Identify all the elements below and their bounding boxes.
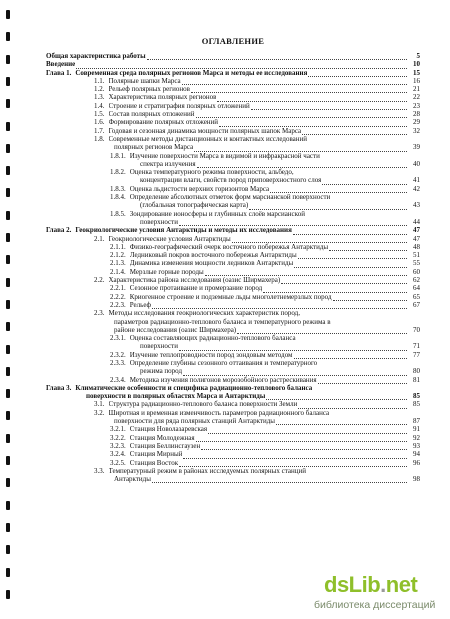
toc-entry [46, 251, 420, 259]
toc-entry-number: 1.8.5. [110, 209, 126, 218]
toc-leader-dots [294, 261, 407, 268]
binding-hole [6, 99, 10, 108]
toc-entry [46, 77, 420, 85]
toc-leader-dots [196, 111, 407, 118]
binding-hole [6, 411, 10, 420]
binding-hole [6, 367, 10, 376]
toc-entry [46, 152, 420, 160]
toc-entry-title: Характеристика полярных регионов [108, 93, 217, 102]
toc-entry-title: Геокриологические условия Антарктиды и методы их исследования [75, 226, 292, 235]
dslib-watermark [310, 572, 450, 616]
binding-hole [6, 233, 10, 242]
toc-leader-dots [179, 344, 407, 351]
toc-leader-dots [322, 178, 407, 185]
toc-entry [46, 367, 420, 375]
toc-leader-dots [183, 452, 407, 459]
toc-leader-dots [270, 186, 407, 193]
toc-entry-title: Строение и стратиграфия полярных отложений [108, 101, 250, 110]
toc-leader-dots [147, 53, 407, 60]
toc-entry [46, 359, 420, 367]
toc-entry [46, 384, 420, 392]
toc-entry-title: поверхности в полярных областях Марса и Антарктиды [86, 392, 266, 401]
toc-entry [46, 143, 420, 151]
toc-entry-page: 51 [413, 251, 420, 260]
toc-entry-page: 62 [413, 276, 420, 285]
toc-entry [46, 293, 420, 301]
toc-entry-page: 10 [413, 60, 420, 69]
toc-entry [46, 127, 420, 135]
toc-leader-dots [201, 443, 407, 450]
toc-entry-page: 44 [413, 217, 420, 226]
toc-entry [46, 409, 420, 417]
toc-leader-dots [219, 120, 407, 127]
document-page [46, 36, 420, 483]
toc-entry-number: 3.2. [94, 408, 105, 417]
toc-entry-title: поверхности для ряда полярных станций Антарктиды [114, 417, 275, 426]
toc-leader-dots [281, 277, 407, 284]
toc-entry [46, 93, 420, 101]
toc-entry-number: 2.2.2. [110, 292, 126, 301]
toc-leader-dots [318, 361, 407, 367]
binding-hole [6, 322, 10, 331]
toc-leader-dots [298, 402, 407, 409]
toc-entry-page: 43 [413, 201, 420, 210]
toc-entry [46, 268, 420, 276]
toc-entry-title: Рельеф полярных регионов [108, 85, 190, 94]
toc-entry [46, 193, 420, 201]
toc-entry-page: 81 [413, 375, 420, 384]
toc-entry-number: 2.3.3. [110, 358, 126, 367]
toc-entry [46, 326, 420, 334]
toc-entry-number: 2.1. [94, 234, 105, 243]
toc-entry [46, 351, 420, 359]
toc-entry-number: 1.8.1. [110, 151, 126, 160]
toc-entry-number: 1.8.2. [110, 168, 126, 177]
binding-hole [6, 389, 10, 398]
binding-hole [6, 255, 10, 264]
toc-entry-title: Физико-географический очерк восточного побережья Антарктиды [129, 242, 329, 251]
toc-leader-dots [76, 62, 407, 69]
toc-entry-page: 47 [413, 226, 420, 235]
toc-entry [46, 425, 420, 433]
toc-entry-page: 93 [413, 441, 420, 450]
toc-leader-dots [191, 86, 407, 93]
watermark-logo-tld: net [385, 572, 418, 597]
toc-entry [46, 309, 420, 317]
binding-hole [6, 166, 10, 175]
toc-entry [46, 110, 420, 118]
toc-entry-title: Изучение поверхности Марса в видимой и инфракрасной части [129, 151, 320, 160]
toc-entry-number: 2.1.3. [110, 259, 126, 268]
toc-leader-dots [205, 269, 407, 276]
toc-entry-title: Изучение теплопроводности пород зондовым методом [129, 350, 293, 359]
toc-entry-title: Полярные шапки Марса [108, 76, 181, 85]
toc-entry-title: Станция Новолазаревская [129, 425, 208, 434]
toc-leader-dots [179, 460, 407, 467]
toc-entry-title: поверхности [140, 342, 178, 351]
toc-entry-page: 41 [413, 176, 420, 185]
toc-leader-dots [321, 154, 407, 160]
toc-entry-page: 39 [413, 143, 420, 152]
toc-entry-title: полярных регионов Марса [114, 143, 194, 152]
toc-entry-page: 28 [413, 110, 420, 119]
toc-entry-title: Оценка составляющих радиационно-теплового баланса [129, 334, 296, 343]
toc-entry-number: 3.2.4. [110, 450, 126, 459]
toc-entry-number: 2.2.1. [110, 284, 126, 293]
binding-hole [6, 300, 10, 309]
toc-entry-page: 77 [413, 350, 420, 359]
toc-entry-number: 1.8. [94, 134, 105, 143]
toc-entry-title: Антарктиды [114, 475, 151, 484]
toc-entry-page: 32 [413, 126, 420, 135]
toc-leader-dots [182, 78, 407, 85]
toc-leader-dots [329, 244, 407, 251]
toc-entry [46, 235, 420, 243]
toc-entry [46, 459, 420, 467]
toc-entry-number: Глава 3. [46, 383, 72, 392]
toc-entry-number: 3.2.2. [110, 433, 126, 442]
toc-entry-page: 60 [413, 267, 420, 276]
toc-leader-dots [331, 195, 407, 201]
toc-entry-number: 1.8.4. [110, 193, 126, 202]
toc-entry-page: 5 [416, 52, 420, 60]
toc-entry-number: Глава 2. [46, 226, 72, 235]
toc-entry-page: 55 [413, 259, 420, 268]
toc-entry [46, 417, 420, 425]
toc-leader-dots [263, 286, 407, 293]
toc-entry-title: Широтная и временная изменчивость параметров радиационного баланса [108, 408, 330, 417]
toc-entry [46, 135, 420, 143]
toc-entry-page: 71 [413, 342, 420, 351]
binding-hole [6, 478, 10, 487]
toc-entry [46, 376, 420, 384]
binding-hole [6, 523, 10, 532]
toc-entry-number: 2.2. [94, 276, 105, 285]
toc-entry [46, 334, 420, 342]
toc-leader-dots [232, 236, 407, 243]
toc-entry-number: 2.3.4. [110, 375, 126, 384]
toc-leader-dots [152, 476, 407, 483]
toc-entry-title: Зондирование ионосферы и глубинных слоёв марсианской [129, 209, 305, 218]
binding-hole [6, 55, 10, 64]
toc-entry-page: 92 [413, 433, 420, 442]
toc-entry-number: 3.1. [94, 400, 105, 409]
toc-entry-number: 2.3. [94, 309, 105, 318]
toc-entry [46, 168, 420, 176]
binding-hole [6, 345, 10, 354]
toc-entry-page: 21 [413, 85, 420, 94]
toc-leader-dots [183, 369, 407, 376]
toc-entry-title: Оценка температурного режима поверхности, альбедо, [129, 168, 294, 177]
toc-leader-dots [313, 386, 407, 392]
toc-entry [46, 434, 420, 442]
toc-leader-dots [306, 212, 407, 218]
toc-entry [46, 467, 420, 475]
toc-entry-title: Оценка льдистости верхних горизонтов Марса [129, 184, 270, 193]
toc-entry-page: 64 [413, 284, 420, 293]
toc-leader-dots [194, 145, 407, 152]
toc-entry-page: 29 [413, 118, 420, 127]
toc-leader-dots [249, 203, 407, 210]
toc-entry-page: 96 [413, 458, 420, 467]
toc-leader-dots [333, 294, 407, 301]
toc-entry-title: Введение [46, 60, 76, 69]
binding-hole [6, 188, 10, 197]
toc-leader-dots [332, 320, 407, 326]
toc-entry-title: Станция Молодежная [129, 433, 195, 442]
binding-hole [6, 122, 10, 131]
toc-entry-page: 48 [413, 242, 420, 251]
toc-entry-number: 1.5. [94, 110, 105, 119]
toc-entry-number: 1.4. [94, 101, 105, 110]
toc-entry-number: 1.8.3. [110, 184, 126, 193]
toc-entry [46, 475, 420, 483]
toc-entry [46, 400, 420, 408]
toc-entry-page: 16 [413, 76, 420, 85]
toc-leader-dots [266, 393, 407, 400]
toc-entry-title: (глобальная топографическая карта) [140, 201, 249, 210]
toc-entry [46, 201, 420, 209]
binding-hole [6, 590, 10, 599]
toc-entry-page: 85 [413, 392, 420, 401]
toc-entry-number: 3.2.5. [110, 458, 126, 467]
toc-entry-title: районе исследования (оазис Ширмахера) [114, 325, 237, 334]
toc-leader-dots [293, 228, 407, 235]
toc-entry-page: 70 [413, 325, 420, 334]
toc-entry-number: Глава 1. [46, 68, 72, 77]
toc-entry-page: 40 [413, 159, 420, 168]
toc-entry-page: 23 [413, 101, 420, 110]
toc-entry [46, 185, 420, 193]
toc-entry [46, 102, 420, 110]
toc-entry-title: режима пород [140, 367, 183, 376]
toc-entry-title: Динамика изменения мощности ледников Антарктиды [129, 259, 294, 268]
toc-entry-title: Формирование полярных отложений [108, 118, 219, 127]
toc-leader-dots [197, 161, 407, 168]
toc-entry-page: 15 [413, 68, 420, 77]
toc-entry-title: Ледниковый покров восточного побережья Антарктиды [129, 251, 297, 260]
toc-entry [46, 210, 420, 218]
toc-entry-title: Мерзлые горные породы [129, 267, 204, 276]
toc-entry-title: Методика изучения полигонов морозобойного растрескивания [129, 375, 317, 384]
watermark-subtitle: библиотека диссертаций [314, 599, 436, 611]
toc-entry-number: 2.1.1. [110, 242, 126, 251]
toc-entry-number: 3.2.1. [110, 425, 126, 434]
toc-entry [46, 160, 420, 168]
binding-hole [6, 278, 10, 287]
toc-entry-number: 2.1.4. [110, 267, 126, 276]
toc-entry-number: 2.3.1. [110, 334, 126, 343]
binding-hole [6, 77, 10, 86]
toc-leader-dots [237, 327, 407, 334]
toc-entry-number: 3.2.3. [110, 441, 126, 450]
toc-entry-page: 94 [413, 450, 420, 459]
toc-entry-number: 1.3. [94, 93, 105, 102]
toc-entry-title: Общая характеристика работы [46, 52, 146, 60]
toc-entry-title: Современная среда полярных регионов Марса и методы ее исследования [75, 68, 308, 77]
toc-entry-page: 42 [413, 184, 420, 193]
binding-hole [6, 32, 10, 41]
toc-entry-number: 1.6. [94, 118, 105, 127]
toc-entry-title: поверхности [140, 217, 178, 226]
binding-hole [6, 211, 10, 220]
toc-leader-dots [307, 469, 407, 475]
toc-entry [46, 342, 420, 350]
toc-leader-dots [276, 418, 407, 425]
toc-leader-dots [208, 427, 407, 434]
toc-entry [46, 243, 420, 251]
toc-entry-number: 1.2. [94, 85, 105, 94]
toc-entry-number: 2.1.2. [110, 251, 126, 260]
watermark-logo-dot: . [380, 572, 386, 597]
toc-entry-title: Геокриологические условия Антарктиды [108, 234, 231, 243]
page-title: ОГЛАВЛЕНИЕ [201, 36, 265, 46]
toc-entry [46, 226, 420, 234]
toc-entry-page: 65 [413, 292, 420, 301]
toc-entry-page: 85 [413, 400, 420, 409]
toc-entry [46, 392, 420, 400]
toc-entry-title: Станция Восток [129, 458, 179, 467]
toc-entry-title: Криогенное строение и подземные льды многолетнемерзлых пород [129, 292, 332, 301]
toc-entry-page: 87 [413, 417, 420, 426]
toc-entry-number: 1.1. [94, 76, 105, 85]
toc-leader-dots [196, 435, 407, 442]
toc-entry-page: 91 [413, 425, 420, 434]
toc-entry-title: Температурный режим в районах исследуемых полярных станций [108, 466, 306, 475]
toc-leader-dots [179, 219, 407, 226]
toc-entry-title: Характеристика района исследования (оазис Ширмахера) [108, 276, 281, 285]
toc-entry-title: спектра излучения [140, 159, 196, 168]
toc-entry-page: 22 [413, 93, 420, 102]
binding-hole [6, 456, 10, 465]
toc-entry-title: Определение глубины сезонного оттаивания и температурного [129, 358, 318, 367]
toc-leader-dots [302, 128, 407, 135]
toc-entry-title: концентрации влаги, свойств пород приповерхностного слоя [140, 176, 322, 185]
toc-entry-title: Методы исследования геокриологических характеристик пород, [108, 309, 300, 318]
toc-entry [46, 176, 420, 184]
toc-entry [46, 85, 420, 93]
toc-entry-title: Станция Беллинсгаузен [129, 441, 201, 450]
toc-entry-title: Структура радиационно-теплового баланса поверхности Земли [108, 400, 298, 409]
toc-leader-dots [298, 252, 407, 259]
toc-leader-dots [308, 70, 407, 77]
toc-entry [46, 52, 420, 60]
toc-entry-title: Рельеф [129, 300, 152, 309]
toc-entry-title: Климатические особенности и специфика радиационно-теплового баланса [75, 383, 313, 392]
toc-leader-dots [251, 103, 407, 110]
toc-entry-number: 2.3.2. [110, 350, 126, 359]
toc-leader-dots [217, 95, 407, 102]
watermark-logo-main: dsLib [324, 572, 381, 597]
toc-entry-page: 67 [413, 300, 420, 309]
toc-entry [46, 218, 420, 226]
toc-entry [46, 318, 420, 326]
toc-entry [46, 259, 420, 267]
binding-hole [6, 434, 10, 443]
toc-entry-number: 3.3. [94, 466, 105, 475]
toc-entry [46, 450, 420, 458]
binding-holes [6, 10, 16, 610]
toc-entry-title: параметров радиационно-теплового баланса и температурного режима в [114, 317, 331, 326]
toc-entry-title: Сезонное протаивание и промерзание пород [129, 284, 263, 293]
binding-hole [6, 501, 10, 510]
toc-entry [46, 442, 420, 450]
toc-leader-dots [330, 411, 407, 417]
toc-entry-title: Годовая и сезонная динамика мощности полярных шапок Марса [108, 126, 302, 135]
toc-leader-dots [294, 352, 408, 359]
toc-leader-dots [308, 137, 407, 143]
toc-entry-number: 2.2.3. [110, 300, 126, 309]
toc-entry [46, 69, 420, 77]
toc-leader-dots [297, 336, 407, 342]
binding-hole [6, 10, 10, 19]
binding-hole [6, 144, 10, 153]
toc-entry-page: 47 [413, 234, 420, 243]
toc-entry-title: Станция Мирный [129, 450, 183, 459]
toc-list [46, 52, 420, 483]
toc-entry-number: 1.7. [94, 126, 105, 135]
toc-entry [46, 301, 420, 309]
binding-hole [6, 568, 10, 577]
toc-entry-page: 98 [413, 475, 420, 484]
toc-entry [46, 276, 420, 284]
toc-entry-page: 80 [413, 367, 420, 376]
toc-entry [46, 118, 420, 126]
binding-hole [6, 545, 10, 554]
toc-entry [46, 284, 420, 292]
toc-entry-title: Определение абсолютных отметок форм марсианской поверхности [129, 193, 331, 202]
watermark-logo [324, 572, 417, 598]
toc-entry [46, 60, 420, 68]
toc-leader-dots [152, 302, 407, 309]
toc-entry-title: Состав полярных отложений [108, 110, 195, 119]
toc-leader-dots [318, 377, 407, 384]
toc-entry-title: Современные методы дистанционных и контактных исследований [108, 134, 308, 143]
